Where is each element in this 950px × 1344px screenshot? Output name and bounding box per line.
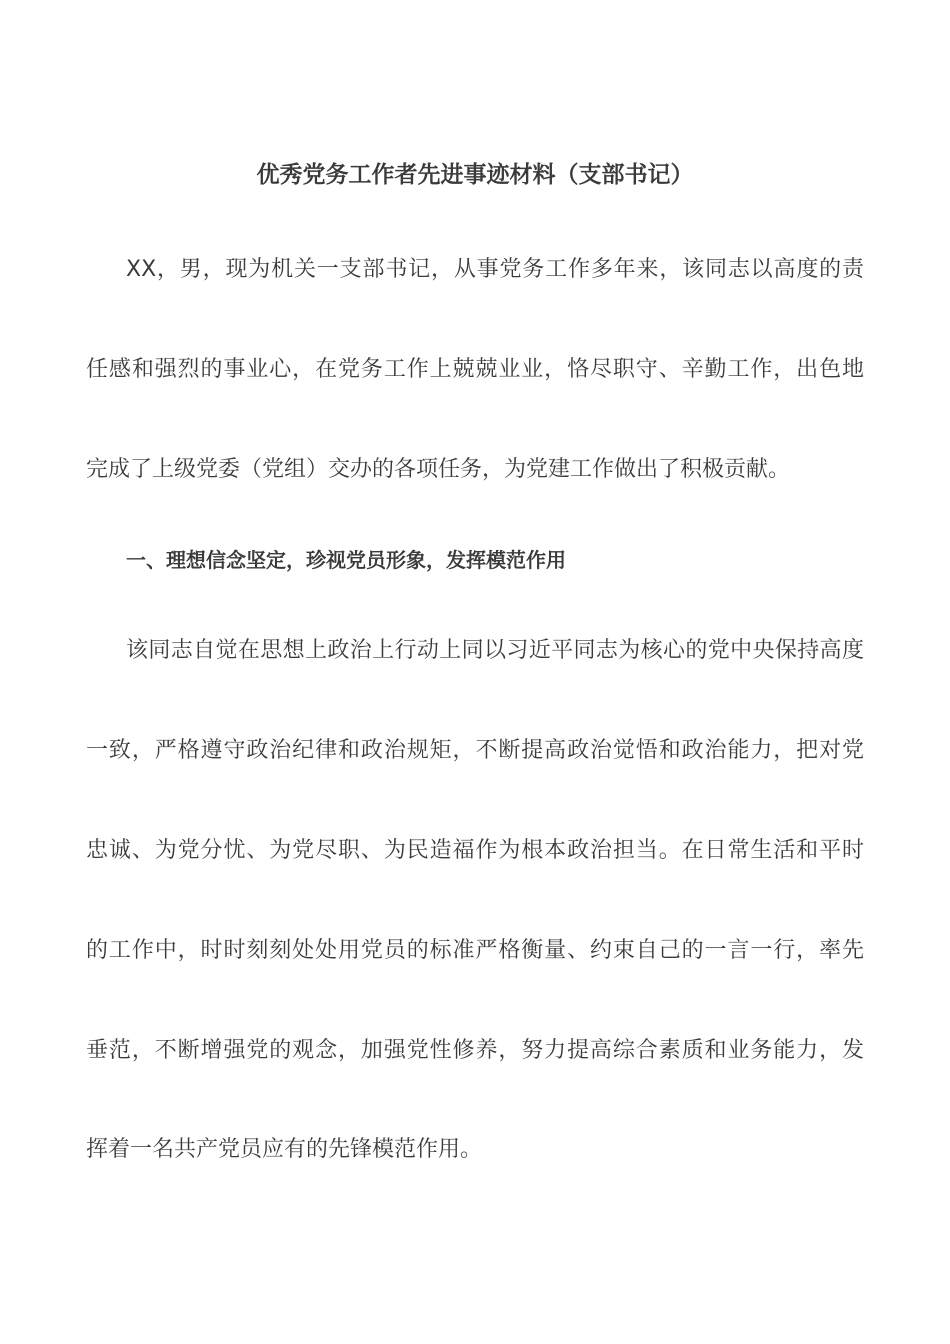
- document-title: 优秀党务工作者先进事迹材料（支部书记）: [256, 162, 694, 188]
- paragraph-line: 忠诚、为党分忧、为党尽职、为民造福作为根本政治担当。在日常生活和平时: [86, 838, 864, 863]
- paragraph-line: 垂范，不断增强党的观念，加强党性修养，努力提高综合素质和业务能力，发: [86, 1038, 864, 1063]
- paragraph-line: 的工作中，时时刻刻处处用党员的标准严格衡量、约束自己的一言一行，率先: [86, 938, 864, 963]
- paragraph-line: 挥着一名共产党员应有的先锋模范作用。: [86, 1137, 483, 1162]
- paragraph-line: 该同志自觉在思想上政治上行动上同以习近平同志为核心的党中央保持高度: [126, 638, 864, 663]
- paragraph-line: XX，男，现为机关一支部书记，从事党务工作多年来，该同志以高度的责: [126, 257, 864, 282]
- paragraph-line: 一致，严格遵守政治纪律和政治规矩，不断提高政治觉悟和政治能力，把对党: [86, 738, 864, 763]
- paragraph-line: 任感和强烈的事业心，在党务工作上兢兢业业，恪尽职守、辛勤工作，出色地: [86, 357, 864, 382]
- paragraph-line: 完成了上级党委（党组）交办的各项任务，为党建工作做出了积极贡献。: [86, 457, 791, 482]
- section-heading: 一、理想信念坚定，珍视党员形象，发挥模范作用: [126, 548, 566, 572]
